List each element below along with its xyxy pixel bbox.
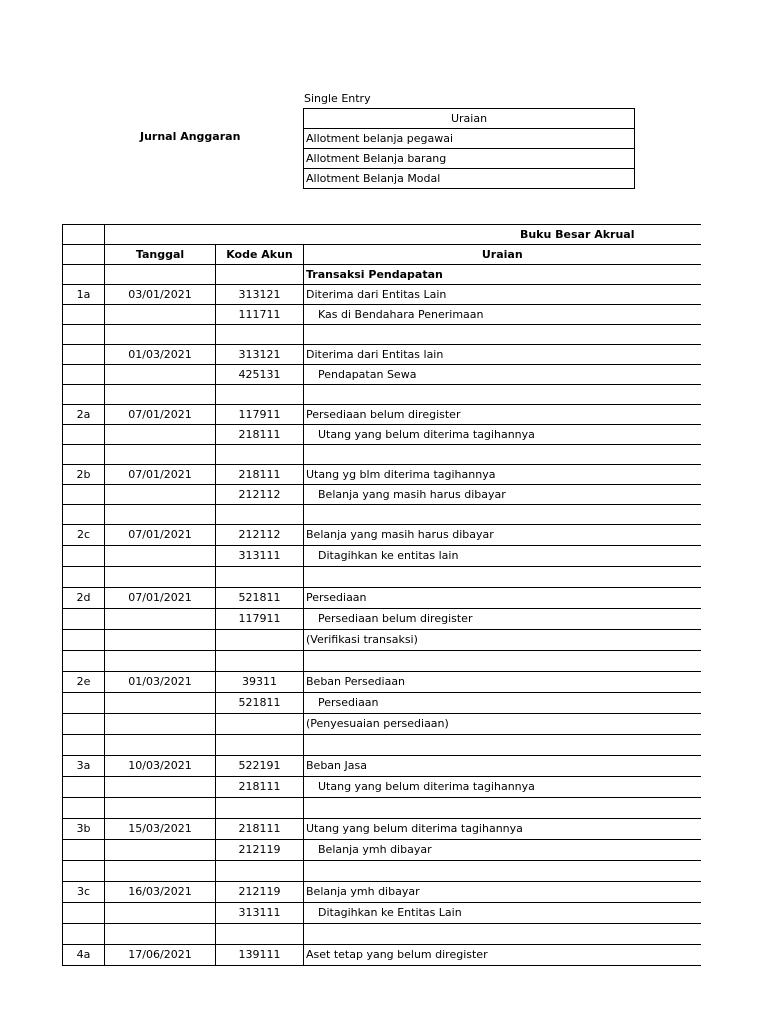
entry-date xyxy=(105,609,216,630)
table-row xyxy=(63,840,701,861)
entry-description: Persediaan xyxy=(304,693,701,714)
entry-date xyxy=(105,567,216,588)
entry-description: Utang yang belum diterima tagihannya xyxy=(304,819,701,840)
account-code: 139111 xyxy=(216,945,304,966)
entry-date xyxy=(105,861,216,882)
tanggal-header: Tanggal xyxy=(105,245,216,265)
entry-number xyxy=(63,861,105,882)
entry-number: 3a xyxy=(63,756,105,777)
empty-cell xyxy=(63,245,105,265)
buku-besar-title: Buku Besar Akrual xyxy=(304,225,701,245)
entry-description: Belanja ymh dibayar xyxy=(304,840,701,861)
empty-cell xyxy=(105,265,216,285)
entry-date xyxy=(105,903,216,924)
entry-date xyxy=(105,840,216,861)
entry-number: 3b xyxy=(63,819,105,840)
account-code xyxy=(216,445,304,465)
single-entry-table xyxy=(303,108,635,189)
entry-date xyxy=(105,777,216,798)
entry-description xyxy=(304,505,701,525)
entry-number xyxy=(63,365,105,385)
entry-description xyxy=(304,325,701,345)
entry-description: Persediaan xyxy=(304,588,701,609)
table-row xyxy=(63,861,701,882)
empty-cell xyxy=(216,265,304,285)
entry-number xyxy=(63,567,105,588)
entry-number: 2d xyxy=(63,588,105,609)
account-code: 212112 xyxy=(216,525,304,546)
account-code: 117911 xyxy=(216,405,304,425)
entry-description: (Verifikasi transaksi) xyxy=(304,630,701,651)
entry-number: 2a xyxy=(63,405,105,425)
table-row xyxy=(63,525,701,546)
entry-number xyxy=(63,693,105,714)
account-code: 313121 xyxy=(216,285,304,305)
table-row xyxy=(63,588,701,609)
entry-number: 4a xyxy=(63,945,105,966)
entry-date xyxy=(105,445,216,465)
account-code: 218111 xyxy=(216,425,304,445)
entry-number xyxy=(63,485,105,505)
entry-number xyxy=(63,840,105,861)
table-row xyxy=(63,485,701,505)
entry-date: 03/01/2021 xyxy=(105,285,216,305)
entry-date xyxy=(105,630,216,651)
account-code: 117911 xyxy=(216,609,304,630)
entry-description: Utang yg blm diterima tagihannya xyxy=(304,465,701,485)
table-row xyxy=(63,777,701,798)
entry-number xyxy=(63,425,105,445)
account-code: 218111 xyxy=(216,777,304,798)
account-code: 212112 xyxy=(216,485,304,505)
entry-number xyxy=(63,651,105,672)
single-entry-header-row xyxy=(304,109,635,129)
account-code: 111711 xyxy=(216,305,304,325)
entry-number xyxy=(63,445,105,465)
account-code: 212119 xyxy=(216,882,304,903)
table-row xyxy=(63,405,701,425)
table-row xyxy=(63,903,701,924)
account-code xyxy=(216,735,304,756)
entry-number: 2c xyxy=(63,525,105,546)
table-row xyxy=(63,345,701,365)
entry-description: Ditagihkan ke entitas lain xyxy=(304,546,701,567)
entry-date xyxy=(105,385,216,405)
entry-number xyxy=(63,735,105,756)
kode-akun-header: Kode Akun xyxy=(216,245,304,265)
entry-number xyxy=(63,546,105,567)
buku-besar-table xyxy=(62,224,701,966)
entry-date: 10/03/2021 xyxy=(105,756,216,777)
section-title: Transaksi Pendapatan xyxy=(304,265,701,285)
table-row xyxy=(63,672,701,693)
table-row xyxy=(63,882,701,903)
table-row xyxy=(63,465,701,485)
account-code xyxy=(216,630,304,651)
entry-date: 01/03/2021 xyxy=(105,345,216,365)
entry-description xyxy=(304,567,701,588)
entry-description xyxy=(304,861,701,882)
section-row xyxy=(63,265,701,285)
account-code: 521811 xyxy=(216,588,304,609)
entry-description xyxy=(304,385,701,405)
table-row xyxy=(63,305,701,325)
entry-date: 07/01/2021 xyxy=(105,525,216,546)
entry-date: 16/03/2021 xyxy=(105,882,216,903)
table-row xyxy=(63,505,701,525)
table-row xyxy=(63,365,701,385)
entry-date: 15/03/2021 xyxy=(105,819,216,840)
table-row xyxy=(63,609,701,630)
table-row xyxy=(304,149,635,169)
account-code: 313111 xyxy=(216,903,304,924)
account-code xyxy=(216,567,304,588)
empty-cell xyxy=(63,265,105,285)
uraian-header: Uraian xyxy=(304,245,701,265)
entry-description: Kas di Bendahara Penerimaan xyxy=(304,305,701,325)
entry-number xyxy=(63,385,105,405)
entry-description: Belanja ymh dibayar xyxy=(304,882,701,903)
account-code xyxy=(216,924,304,945)
entry-date xyxy=(105,651,216,672)
account-code: 521811 xyxy=(216,693,304,714)
entry-number: 1a xyxy=(63,285,105,305)
table-row xyxy=(63,567,701,588)
entry-description: Utang yang belum diterima tagihannya xyxy=(304,425,701,445)
table-row xyxy=(63,385,701,405)
entry-date xyxy=(105,485,216,505)
table-row xyxy=(63,325,701,345)
entry-date xyxy=(105,325,216,345)
allotment-cell: Allotment belanja pegawai xyxy=(304,129,635,149)
table-row xyxy=(63,735,701,756)
entry-description: Pendapatan Sewa xyxy=(304,365,701,385)
entry-number xyxy=(63,777,105,798)
entry-description: Belanja yang masih harus dibayar xyxy=(304,525,701,546)
account-code xyxy=(216,325,304,345)
uraian-header: Uraian xyxy=(304,109,635,129)
account-code xyxy=(216,798,304,819)
entry-date xyxy=(105,714,216,735)
account-code xyxy=(216,385,304,405)
entry-date xyxy=(105,505,216,525)
empty-cell xyxy=(216,225,304,245)
entry-date: 07/01/2021 xyxy=(105,588,216,609)
entry-number: 2e xyxy=(63,672,105,693)
entry-date xyxy=(105,924,216,945)
entry-description xyxy=(304,651,701,672)
entry-date xyxy=(105,546,216,567)
entry-description xyxy=(304,445,701,465)
entry-date xyxy=(105,798,216,819)
entry-number xyxy=(63,305,105,325)
table-row xyxy=(63,285,701,305)
entry-description: Diterima dari Entitas Lain xyxy=(304,285,701,305)
entry-number: 2b xyxy=(63,465,105,485)
table-row xyxy=(63,714,701,735)
account-code: 313121 xyxy=(216,345,304,365)
entry-number xyxy=(63,345,105,365)
single-entry-label: Single Entry xyxy=(304,92,371,105)
entry-description: (Penyesuaian persediaan) xyxy=(304,714,701,735)
entry-date xyxy=(105,305,216,325)
entry-description: Aset tetap yang belum diregister xyxy=(304,945,701,966)
table-row xyxy=(63,819,701,840)
entry-date: 17/06/2021 xyxy=(105,945,216,966)
entry-date: 07/01/2021 xyxy=(105,465,216,485)
empty-cell xyxy=(105,225,216,245)
entry-number xyxy=(63,630,105,651)
account-code xyxy=(216,714,304,735)
entry-date: 01/03/2021 xyxy=(105,672,216,693)
table-row xyxy=(63,445,701,465)
account-code: 218111 xyxy=(216,465,304,485)
jurnal-anggaran-title: Jurnal Anggaran xyxy=(140,130,241,143)
table-row xyxy=(63,756,701,777)
entry-description: Beban Jasa xyxy=(304,756,701,777)
allotment-cell: Allotment Belanja Modal xyxy=(304,169,635,189)
table-row xyxy=(63,924,701,945)
entry-description: Persediaan belum diregister xyxy=(304,405,701,425)
entry-description: Diterima dari Entitas lain xyxy=(304,345,701,365)
entry-description: Beban Persediaan xyxy=(304,672,701,693)
table-row xyxy=(63,798,701,819)
account-code xyxy=(216,651,304,672)
entry-date: 07/01/2021 xyxy=(105,405,216,425)
entry-number xyxy=(63,798,105,819)
entry-description: Utang yang belum diterima tagihannya xyxy=(304,777,701,798)
table-row xyxy=(63,945,701,966)
table-row xyxy=(63,425,701,445)
table-row xyxy=(63,693,701,714)
table-row xyxy=(63,630,701,651)
entry-date xyxy=(105,365,216,385)
entry-number: 3c xyxy=(63,882,105,903)
entry-number xyxy=(63,924,105,945)
entry-number xyxy=(63,325,105,345)
entry-number xyxy=(63,505,105,525)
entry-date xyxy=(105,425,216,445)
entry-description xyxy=(304,735,701,756)
account-code: 39311 xyxy=(216,672,304,693)
account-code: 313111 xyxy=(216,546,304,567)
entry-description: Persediaan belum diregister xyxy=(304,609,701,630)
account-code xyxy=(216,505,304,525)
entry-description xyxy=(304,798,701,819)
entry-number xyxy=(63,609,105,630)
table-row xyxy=(63,546,701,567)
entry-description: Ditagihkan ke Entitas Lain xyxy=(304,903,701,924)
table-row xyxy=(304,129,635,149)
table-row xyxy=(63,651,701,672)
entry-description xyxy=(304,924,701,945)
account-code: 212119 xyxy=(216,840,304,861)
entry-date xyxy=(105,735,216,756)
account-code: 425131 xyxy=(216,365,304,385)
buku-besar-title-row xyxy=(63,225,701,245)
entry-description: Belanja yang masih harus dibayar xyxy=(304,485,701,505)
account-code: 218111 xyxy=(216,819,304,840)
column-header-row xyxy=(63,245,701,265)
allotment-cell: Allotment Belanja barang xyxy=(304,149,635,169)
entry-number xyxy=(63,903,105,924)
entry-number xyxy=(63,714,105,735)
table-row xyxy=(304,169,635,189)
account-code: 522191 xyxy=(216,756,304,777)
account-code xyxy=(216,861,304,882)
empty-cell xyxy=(63,225,105,245)
entry-date xyxy=(105,693,216,714)
